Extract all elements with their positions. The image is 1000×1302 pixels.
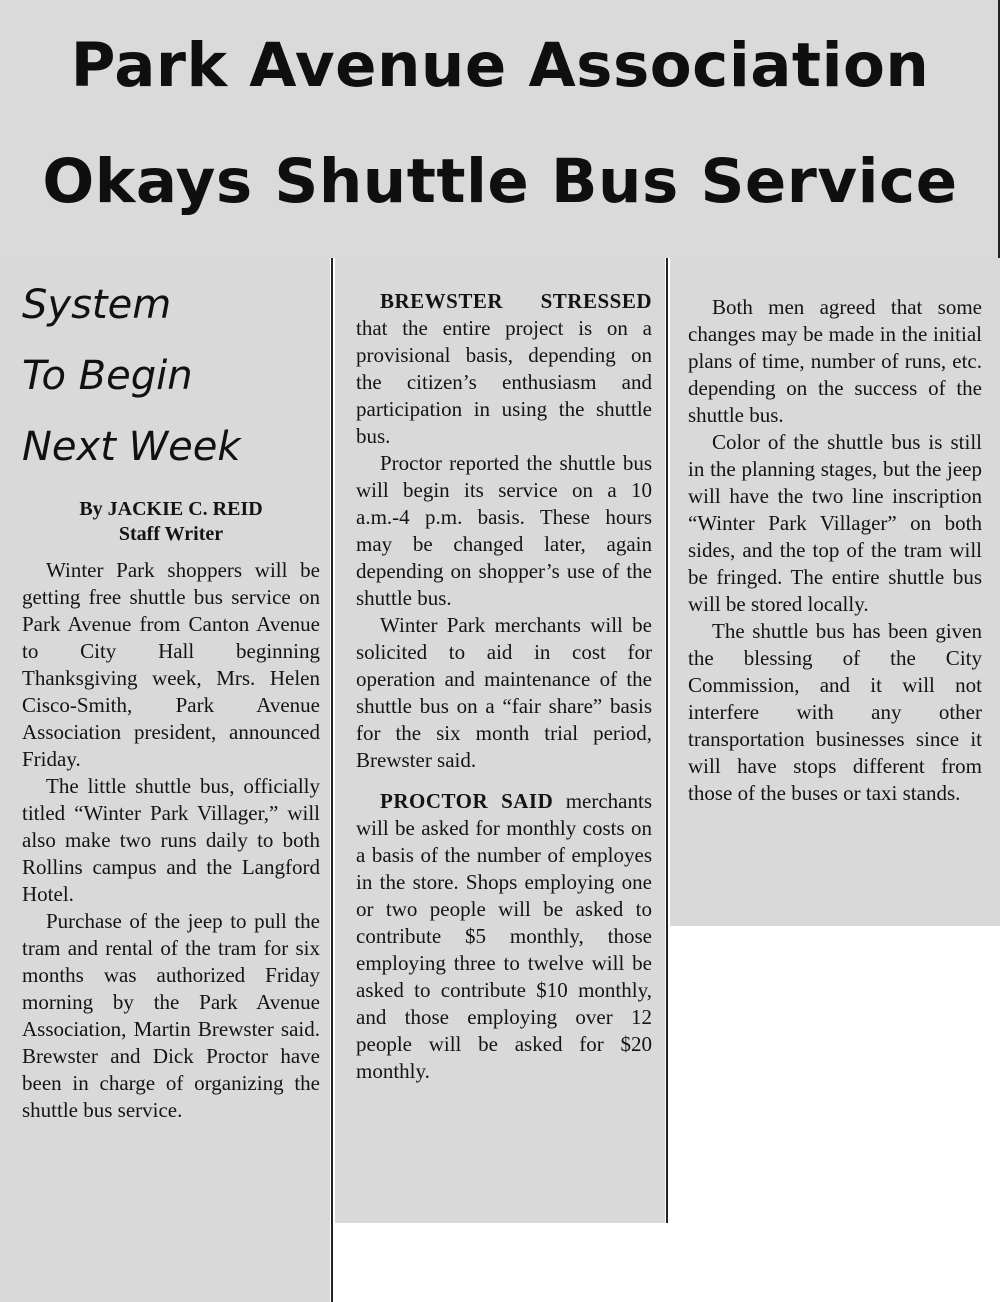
paragraph: Winter Park shoppers will be getting free shuttle bus service on Park Avenue from Canton Avenue to City Hall beginning Thanksgiving week, Mrs. Helen Cisco-Smith, Park Avenue Association president, announced Friday. bbox=[22, 558, 320, 771]
article-column-3 bbox=[688, 294, 982, 807]
section-lead: BREWSTER STRESSED bbox=[380, 289, 652, 313]
article-column-2 bbox=[356, 288, 652, 1085]
column-rule-1 bbox=[331, 258, 333, 1302]
deck-headline bbox=[22, 258, 320, 483]
byline bbox=[22, 497, 320, 547]
byline-author: By JACKIE C. REID bbox=[79, 498, 263, 520]
headline-line-2: Okays Shuttle Bus Service bbox=[42, 146, 958, 217]
paragraph-text: that the entire project is on a provisional basis, depending on the citizen’s enthusiasm and participation in using the shuttle bus. bbox=[356, 316, 652, 448]
headline-line-1: Park Avenue Association bbox=[70, 30, 930, 101]
column-rule-2 bbox=[666, 258, 668, 1223]
deck-line-3: Next Week bbox=[22, 424, 241, 470]
paragraph: Both men agreed that some changes may be made in the initial plans of time, number of runs, etc. depending on the success of the shuttle bus. bbox=[688, 295, 982, 427]
paragraph: Purchase of the jeep to pull the tram and rental of the tram for six months was authorized Friday morning by the Park Avenue Association, Martin Brewster said. Brewster and Dick Proctor have been in charge of organizing the shuttle bus service. bbox=[22, 909, 320, 1122]
section-lead: PROCTOR SAID bbox=[380, 789, 554, 813]
headline-band bbox=[0, 0, 1000, 258]
byline-role: Staff Writer bbox=[118, 523, 224, 545]
paragraph bbox=[356, 288, 652, 450]
paragraph: Proctor reported the shuttle bus will begin its service on a 10 a.m.-4 p.m. basis. These hours may be changed later, again depending on shopper’s use of the shuttle bus. bbox=[356, 451, 652, 610]
paragraph-text: merchants will be asked for monthly costs on a basis of the number of employes in the store. Shops employing one or two people will be asked to contribute $5 monthly, those employing three to twelve will be asked to contribute $10 monthly, and those employing over 12 people will be asked for $20 monthly. bbox=[356, 789, 652, 1083]
article-column-1 bbox=[22, 258, 320, 1124]
paragraph: Color of the shuttle bus is still in the planning stages, but the jeep will have the two line inscription “Winter Park Villager” on both sides, and the top of the tram will be fringed. The entire shuttle bus will be stored locally. bbox=[688, 430, 982, 616]
paragraph: The shuttle bus has been given the blessing of the City Commission, and it will not interfere with any other transportation businesses since it will have stops different from those of the buses or taxi stands. bbox=[688, 619, 982, 805]
deck-line-2: To Begin bbox=[22, 353, 193, 399]
paragraph bbox=[356, 788, 652, 1085]
paragraph: Winter Park merchants will be solicited to aid in cost for operation and maintenance of the shuttle bus on a “fair share” basis for the six month trial period, Brewster said. bbox=[356, 613, 652, 772]
paragraph: The little shuttle bus, officially titled “Winter Park Villager,” will also make two runs daily to both Rollins campus and the Langford Hotel. bbox=[22, 774, 320, 906]
deck-line-1: System bbox=[22, 282, 172, 328]
